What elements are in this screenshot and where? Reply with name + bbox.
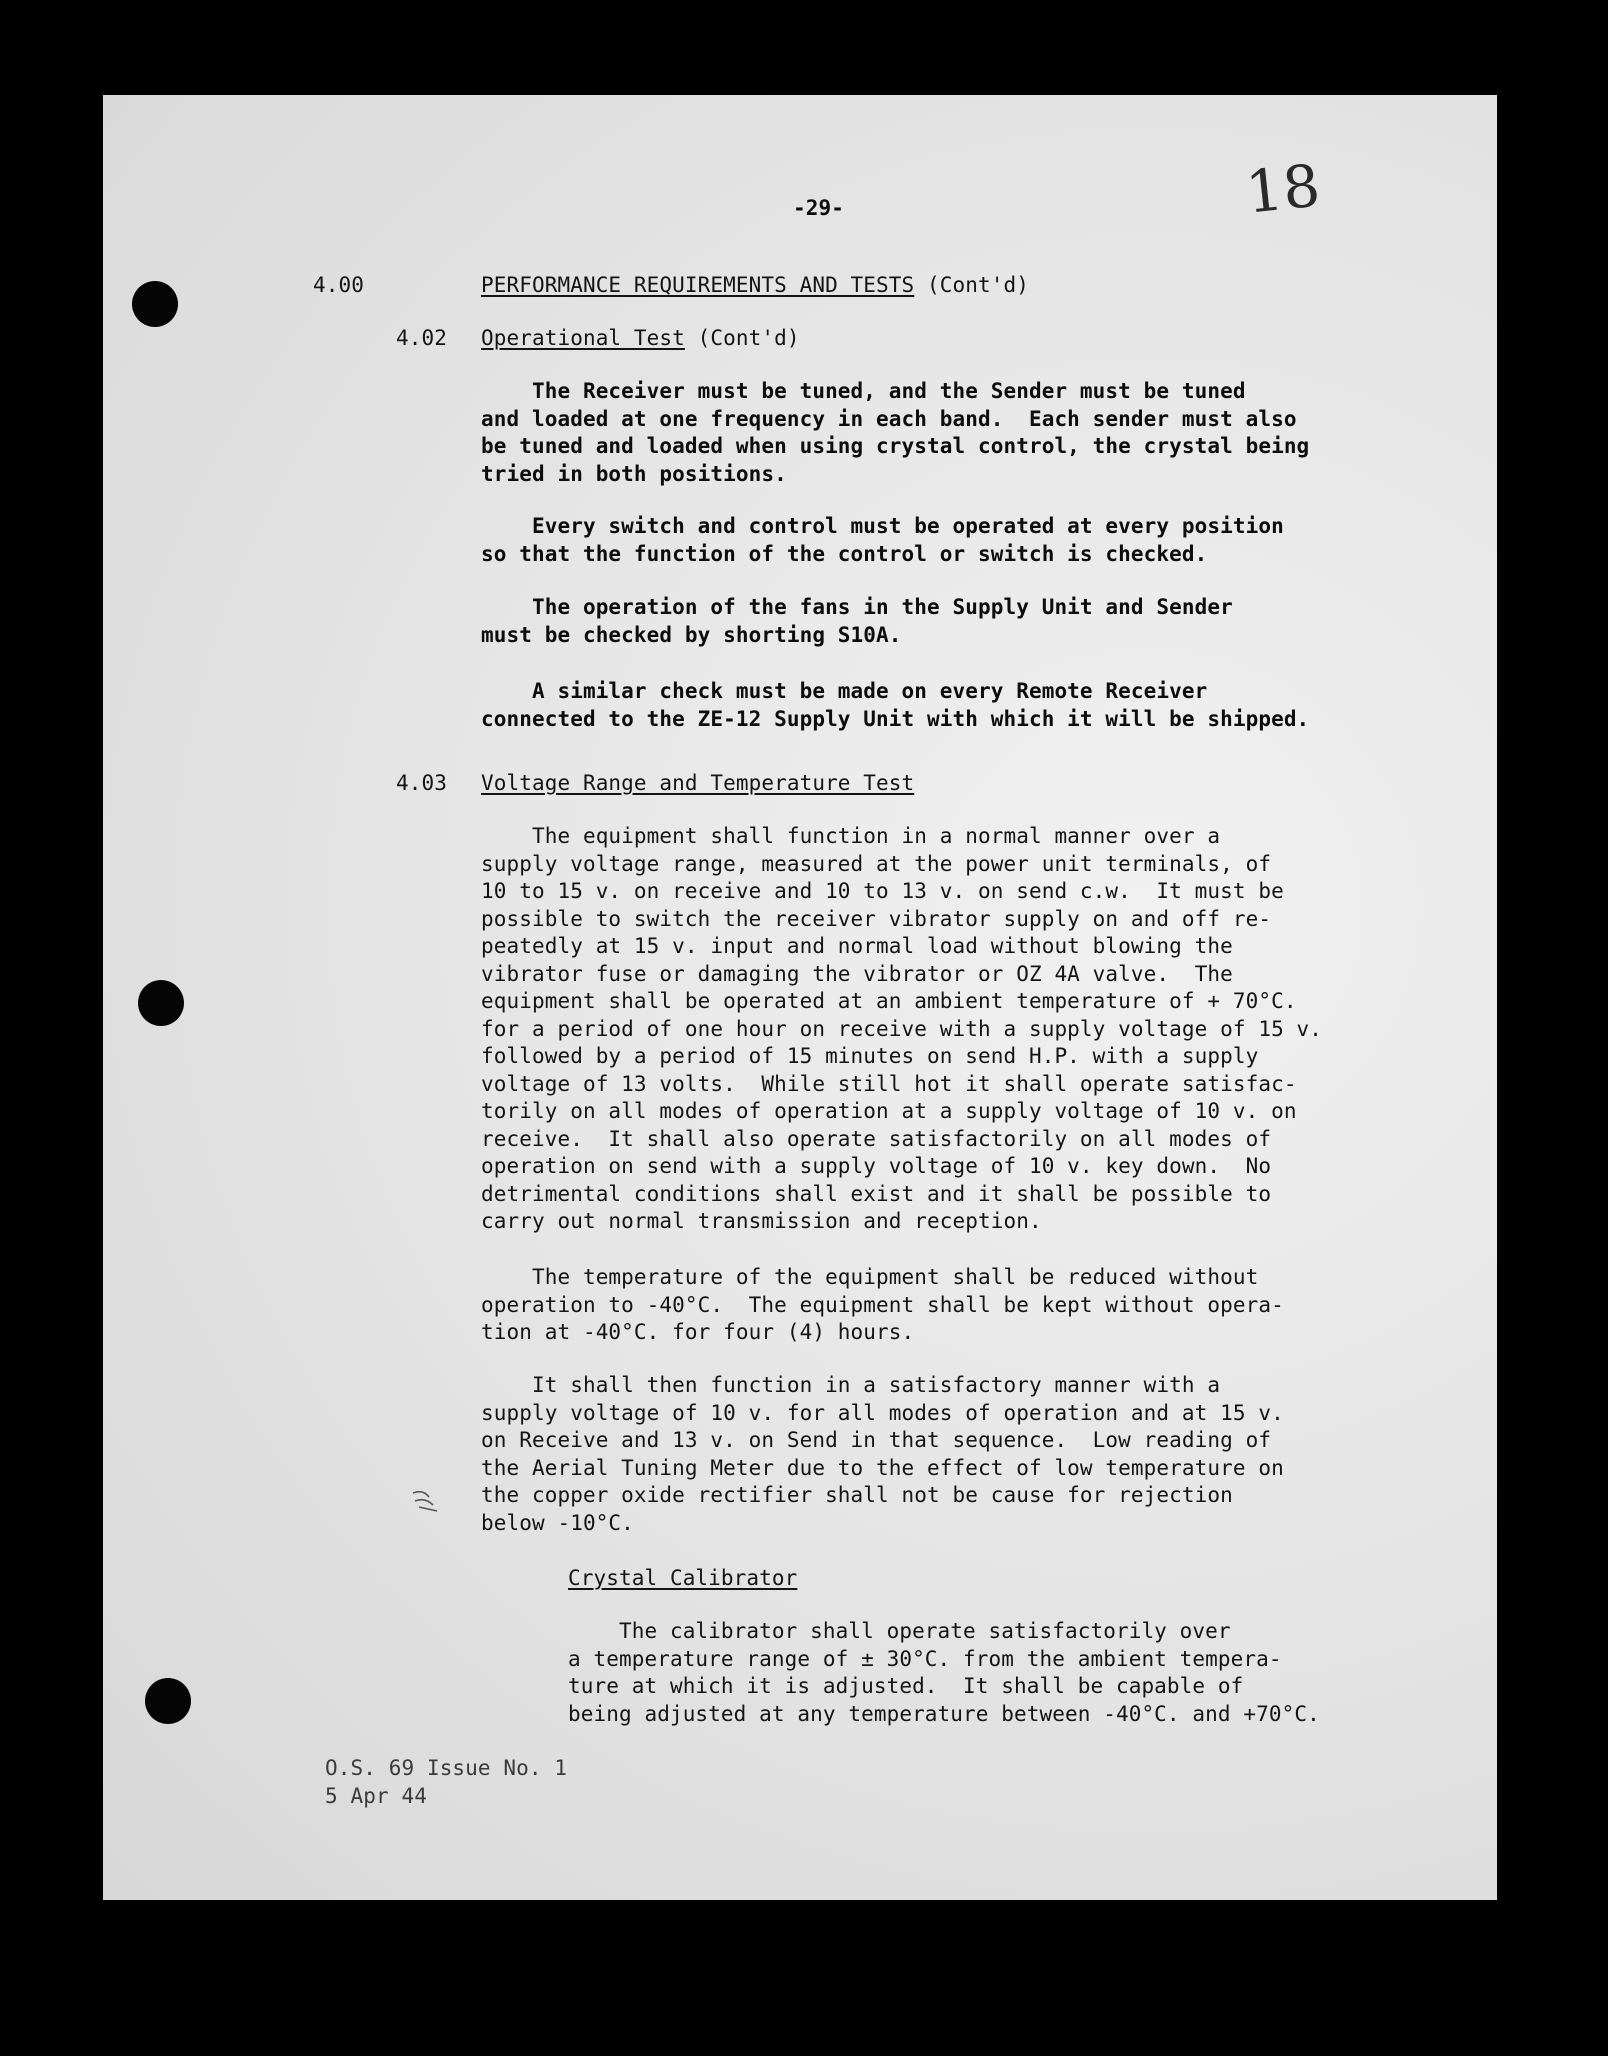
text-line: operation to -40°C. The equipment shall be kept without opera-	[481, 1292, 1284, 1317]
text-line: The operation of the fans in the Supply Unit and Sender	[481, 595, 1233, 619]
text-line: for a period of one hour on receive with a supply voltage of 15 v.	[481, 1016, 1323, 1041]
text-line: ture at which it is adjusted. It shall be capable of	[568, 1674, 1244, 1698]
text-line: supply voltage range, measured at the power unit terminals, of	[481, 851, 1272, 876]
text-line: operation on send with a supply voltage of 10 v. key down. No	[481, 1154, 1272, 1178]
text-line: a temperature range of ± 30°C. from the ambient tempera-	[568, 1646, 1282, 1671]
text-line: tried in both positions.	[481, 461, 787, 486]
text-line: The equipment shall function in a normal manner over a	[481, 824, 1221, 848]
text-line: must be checked by shorting S10A.	[481, 622, 902, 647]
text-line: torily on all modes of operation at a supply voltage of 10 v. on	[481, 1099, 1297, 1123]
handwritten-page-number: 18	[1242, 151, 1324, 227]
text-line: on Receive and 13 v. on Send in that sequence. Low reading of	[481, 1428, 1272, 1452]
text-line: below -10°C.	[481, 1510, 634, 1535]
text-line: the Aerial Tuning Meter due to the effect of low temperature on	[481, 1455, 1284, 1480]
subsection-heading-402	[481, 325, 800, 353]
subsection-title-402: Operational Test	[481, 326, 685, 350]
text-line: It shall then function in a satisfactory manner with a	[481, 1373, 1221, 1397]
section-number: 4.00	[313, 273, 364, 297]
text-line: The Receiver must be tuned, and the Sender must be tuned	[481, 379, 1246, 403]
text-line: so that the function of the control or switch is checked.	[481, 541, 1208, 566]
text-line: followed by a period of 15 minutes on send H.P. with a supply	[481, 1044, 1259, 1068]
text-line: vibrator fuse or damaging the vibrator or OZ 4A valve. The	[481, 961, 1233, 986]
subsection-number-403: 4.03	[396, 771, 447, 795]
subsection-title-403: Voltage Range and Temperature Test	[481, 771, 915, 795]
issue-line: O.S. 69 Issue No. 1	[325, 1756, 568, 1780]
text-line: voltage of 13 volts. While still hot it shall operate satisfac-	[481, 1071, 1297, 1096]
text-line: Every switch and control must be operated at every position	[481, 514, 1284, 538]
crystal-calibrator-heading	[568, 1565, 797, 1593]
crystal-calibrator-title: Crystal Calibrator	[568, 1566, 798, 1590]
text-line: receive. It shall also operate satisfactorily on all modes of	[481, 1126, 1272, 1151]
section-suffix: (Cont'd)	[927, 273, 1029, 297]
text-line: and loaded at one frequency in each band. Each sender must also	[481, 406, 1297, 431]
text-line: be tuned and loaded when using crystal control, the crystal being	[481, 434, 1310, 458]
text-line: connected to the ZE-12 Supply Unit with which it will be shipped.	[481, 706, 1310, 731]
section-heading	[481, 272, 1029, 300]
subsection-suffix-402: (Cont'd)	[697, 326, 800, 350]
page-number: -29-	[793, 196, 844, 220]
text-line: carry out normal transmission and reception.	[481, 1209, 1042, 1233]
text-line: 10 to 15 v. on receive and 10 to 13 v. on send c.w. It must be	[481, 879, 1284, 903]
date-line: 5 Apr 44	[325, 1784, 427, 1808]
text-line: the copper oxide rectifier shall not be cause for rejection	[481, 1483, 1233, 1507]
subsection-heading-403	[481, 770, 914, 798]
text-line: supply voltage of 10 v. for all modes of operation and at 15 v.	[481, 1400, 1284, 1425]
text-line: A similar check must be made on every Remote Receiver	[481, 679, 1208, 703]
punch-hole	[138, 980, 184, 1026]
subsection-number-402: 4.02	[396, 326, 447, 350]
text-line: tion at -40°C. for four (4) hours.	[481, 1320, 915, 1344]
text-line: being adjusted at any temperature between -40°C. and +70°C.	[568, 1701, 1320, 1726]
text-line: peatedly at 15 v. input and normal load without blowing the	[481, 934, 1233, 958]
text-line: The calibrator shall operate satisfactorily over	[568, 1619, 1231, 1643]
punch-hole	[145, 1678, 191, 1724]
text-line: detrimental conditions shall exist and it shall be possible to	[481, 1181, 1272, 1206]
document-page	[103, 95, 1497, 1900]
section-title: PERFORMANCE REQUIREMENTS AND TESTS	[481, 273, 915, 297]
text-line: The temperature of the equipment shall be reduced without	[481, 1265, 1259, 1289]
punch-hole	[132, 281, 178, 327]
pencil-tick-mark	[411, 1485, 441, 1515]
text-line: equipment shall be operated at an ambient temperature of + 70°C.	[481, 989, 1297, 1013]
text-line: possible to switch the receiver vibrator supply on and off re-	[481, 906, 1272, 931]
